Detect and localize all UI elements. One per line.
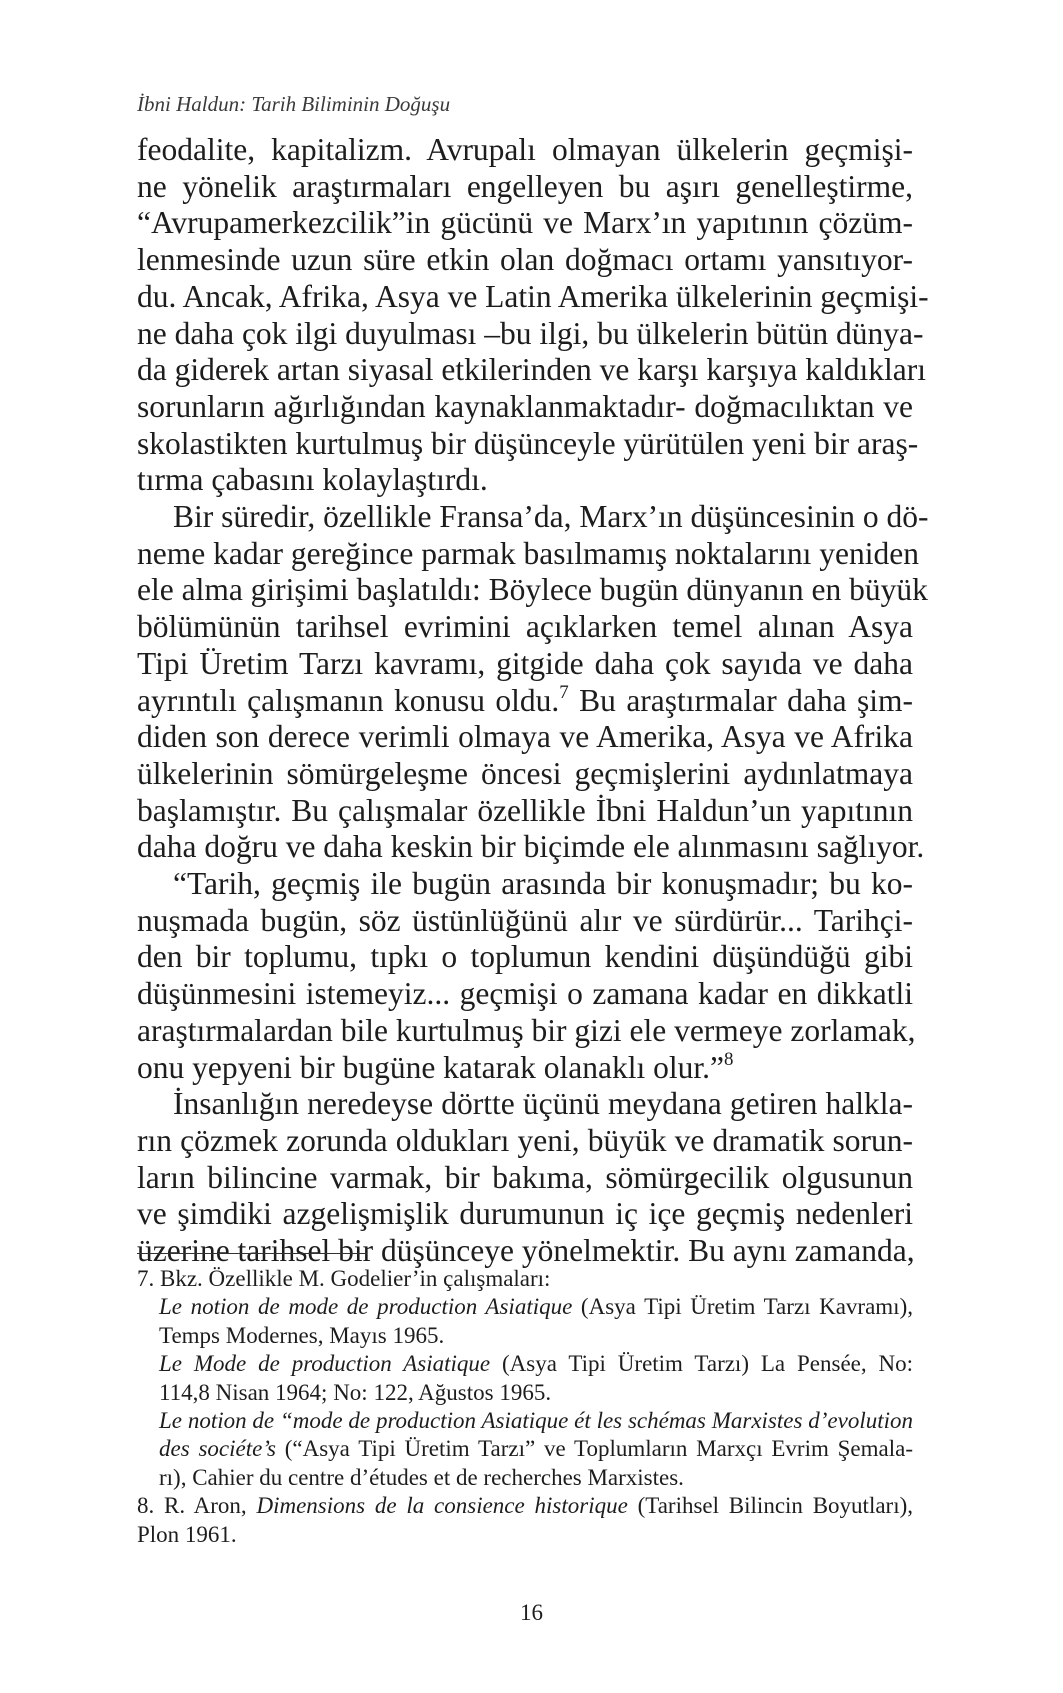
- text-segment: ayrıntılı çalışmanın konusu oldu.: [137, 682, 560, 718]
- paragraph: [137, 1086, 913, 1270]
- text-line: Tipi Üretim Tarzı kavramı, gitgide daha çok sayıda ve daha: [137, 645, 913, 681]
- text-line-with-footnote-ref: [137, 1050, 913, 1087]
- text-line: ülkelerinin sömürgeleşme öncesi geçmişlerini aydınlatmaya: [137, 755, 913, 791]
- text-line: Bir süredir, özellikle Fransa’da, Marx’ın düşüncesinin o dö-: [173, 499, 929, 535]
- work-title: Le notion de mode de production Asiatique: [159, 1294, 573, 1320]
- text-line: diden son derece verimli olmaya ve Amerika, Asya ve Afrika: [137, 719, 913, 755]
- work-title: Dimensions de la consience historique: [256, 1493, 628, 1519]
- text-line: tırma çabasını kolaylaştırdı.: [137, 462, 488, 498]
- text-line: du. Ancak, Afrika, Asya ve Latin Amerika ülkelerinin geçmişi-: [137, 278, 929, 314]
- text-line: ne yönelik araştırmaları engelleyen bu aşırı genelleştirme,: [137, 168, 913, 204]
- work-title: Le notion de “mode de production Asiatique ét les schémas Marxistes d’evolution: [159, 1408, 913, 1434]
- work-title: des sociéte’s: [159, 1436, 276, 1462]
- body-text: [137, 132, 929, 1270]
- text-segment: 8. R. Aron,: [137, 1493, 257, 1519]
- text-line: feodalite, kapitalizm. Avrupalı olmayan ülkelerin geçmişi-: [137, 132, 913, 167]
- text-segment: (“Asya Tipi Üretim Tarzı” ve Toplumların Marxçı Evrim Şemala-: [275, 1436, 913, 1462]
- footnote-8: [137, 1492, 913, 1520]
- text-line: nuşmada bugün, söz üstünlüğünü alır ve sürdürür... Tarihçi-: [137, 902, 913, 938]
- footnotes: [137, 1265, 913, 1549]
- text-line: rın çözmek zorunda oldukları yeni, büyük ve dramatik sorun-: [137, 1122, 913, 1158]
- footnote-7-entry-3-cont: [137, 1435, 913, 1463]
- text-line: lenmesinde uzun süre etkin olan doğmacı ortamı yansıtıyor-: [137, 242, 913, 278]
- footnote-ref-7[interactable]: 7: [559, 681, 569, 703]
- text-line: ne daha çok ilgi duyulması –bu ilgi, bu ülkelerin bütün dünya-: [137, 315, 924, 351]
- text-line: başlamıştır. Bu çalışmalar özellikle İbni Haldun’un yapıtının: [137, 792, 913, 828]
- text-line: bölümünün tarihsel evrimini açıklarken temel alınan Asya: [137, 609, 913, 645]
- text-line-with-footnote-ref: [137, 683, 913, 720]
- text-segment: (Asya Tipi Üretim Tarzı) La Pensée, No:: [490, 1351, 913, 1377]
- paragraph: [137, 132, 929, 499]
- text-line: den bir toplumu, tıpkı o toplumun kendini düşündüğü gibi: [137, 939, 913, 975]
- running-head: İbni Haldun: Tarih Biliminin Doğuşu: [137, 92, 451, 116]
- text-line: “Avrupamerkezcilik”in gücünü ve Marx’ın yapıtının çözüm-: [137, 205, 913, 241]
- paragraph: [137, 499, 929, 866]
- text-line: “Tarih, geçmiş ile bugün arasında bir konuşmadır; bu ko-: [173, 866, 913, 902]
- footnote-7-entry-2-cont: 114,8 Nisan 1964; No: 122, Ağustos 1965.: [159, 1379, 552, 1405]
- text-segment: Bu araştırmalar daha şim-: [568, 682, 913, 718]
- text-line: skolastikten kurtulmuş bir düşünceyle yürütülen yeni bir araş-: [137, 425, 919, 461]
- text-segment: (Tarihsel Bilincin Boyutları),: [627, 1493, 913, 1519]
- text-line: ele alma girişimi başlatıldı: Böylece bugün dünyanın en büyük: [137, 572, 928, 608]
- text-segment: (Asya Tipi Üretim Tarzı Kavramı),: [572, 1294, 913, 1320]
- footnote-divider: [137, 1253, 367, 1254]
- text-line: da giderek artan siyasal etkilerinden ve karşı karşıya kaldıkları: [137, 352, 926, 388]
- footnote-7-entry-2: [137, 1350, 913, 1378]
- text-line: üzerine tarihsel bir düşünceye yönelmektir. Bu aynı zamanda,: [137, 1233, 915, 1269]
- footnote-ref-8[interactable]: 8: [723, 1048, 734, 1070]
- footnote-8-cont: Plon 1961.: [137, 1521, 237, 1547]
- text-line: sorunların ağırlığından kaynaklanmaktadır- doğmacılıktan ve: [137, 388, 913, 424]
- text-line: düşünmesini istemeyiz... geçmişi o zamana kadar en dikkatli: [137, 976, 913, 1012]
- text-line: ların bilincine varmak, bir bakıma, sömürgecilik olgusunun: [137, 1159, 913, 1195]
- footnote-7-entry-3-end: rı), Cahier du centre d’études et de recherches Marxistes.: [159, 1464, 684, 1490]
- text-line: araştırmalardan bile kurtulmuş bir gizi ele vermeye zorlamak,: [137, 1012, 916, 1048]
- paragraph: [137, 866, 916, 1086]
- page-number: 16: [520, 1600, 543, 1625]
- text-line: İnsanlığın neredeyse dörtte üçünü meydana getiren halkla-: [173, 1086, 913, 1122]
- footnote-7-entry-3: [137, 1407, 913, 1435]
- text-line: daha doğru ve daha keskin bir biçimde ele alınmasını sağlıyor.: [137, 829, 925, 865]
- text-line: ve şimdiki azgelişmişlik durumunun iç içe geçmiş nedenleri: [137, 1196, 913, 1232]
- text-line: neme kadar gereğince parmak basılmamış noktalarını yeniden: [137, 535, 919, 571]
- footnote-7-head: 7. Bkz. Özellikle M. Godelier’in çalışmaları:: [137, 1266, 551, 1291]
- footnote-7-entry-1: [137, 1293, 913, 1321]
- footnote-7-entry-1-cont: Temps Modernes, Mayıs 1965.: [159, 1322, 445, 1348]
- text-segment: onu yepyeni bir bugüne katarak olanaklı olur.”: [137, 1049, 724, 1085]
- work-title: Le Mode de production Asiatique: [159, 1351, 491, 1377]
